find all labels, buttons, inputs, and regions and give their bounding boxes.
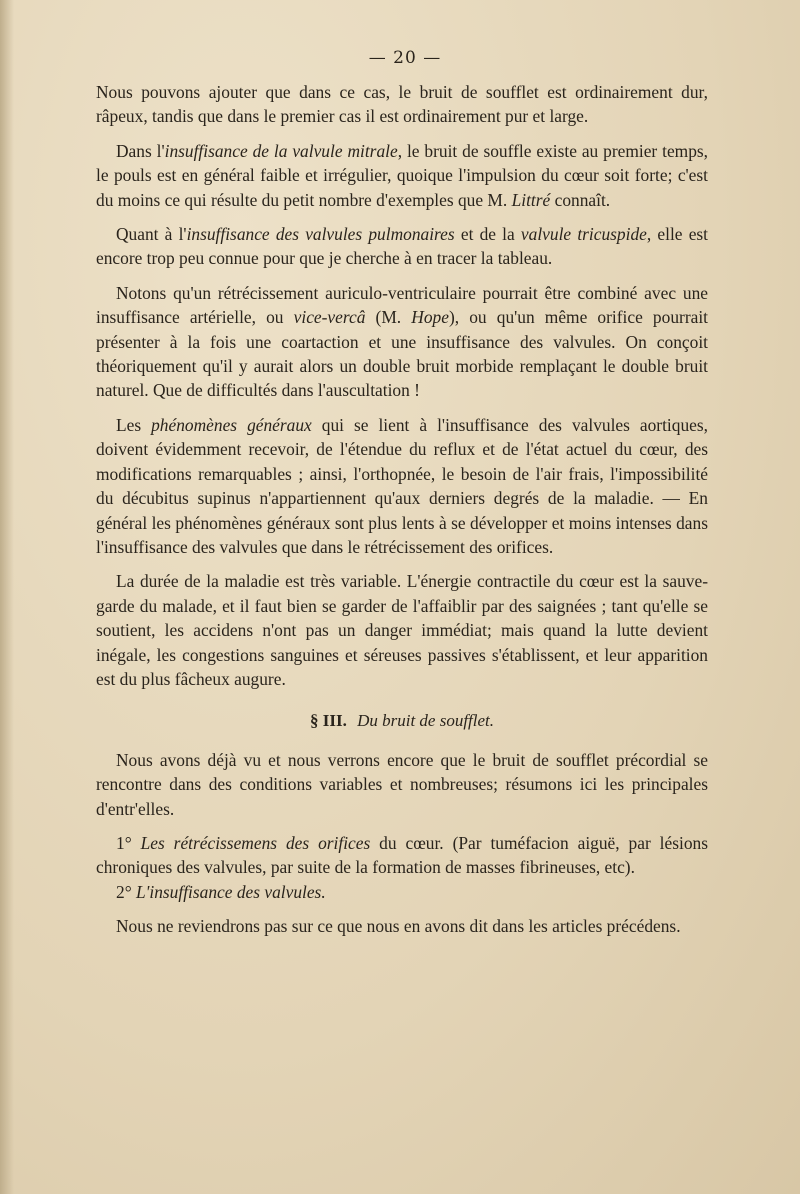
list-item — [96, 880, 708, 904]
list-item — [96, 831, 708, 880]
italic-text: vice-vercâ — [293, 307, 366, 328]
paragraph — [96, 413, 708, 559]
section-number: § III. — [309, 711, 347, 731]
page-binding-shadow — [0, 0, 14, 1194]
paragraph — [96, 914, 708, 938]
paragraph — [96, 139, 708, 212]
text-run: La durée de la maladie est très variable. L'énergie contractile du cœur est la sauve-garde du malade, et il faut bien se garder de l'affaiblir par des saignées ; tant qu'elle se soutient, les accidens n'ont pas un danger immédiat; mais quand la lutte devient inégale, les congestions sanguines et séreuses passives s'établissent, et leur apparition est du plus fâcheux augure. — [96, 571, 708, 689]
text-run: , le bruit de souffle existe au premier temps, le pouls est en général faible et irrégulier, quoique l'impulsion du cœur soit forte; c'est du moins ce qui résulte du petit nombre d'exemples que M. — [96, 140, 709, 210]
italic-text: insuffisance de la valvule mitrale — [164, 140, 398, 161]
paragraph — [96, 80, 708, 129]
text-run: Les — [116, 414, 152, 435]
text-run: Nous pouvons ajouter que dans ce cas, le bruit de soufflet est ordinairement dur, râpeux, tandis que dans le premier cas il est ordinairement pur et large. — [96, 82, 708, 127]
text-run: Nous ne reviendrons pas sur ce que nous en avons dit dans les articles précédens. — [116, 916, 681, 937]
text-run: 1° — [116, 832, 141, 853]
paragraph — [96, 569, 708, 691]
text-run: , elle est encore trop peu connue pour que je cherche à en tracer la tableau. — [96, 224, 709, 269]
paragraph — [96, 281, 708, 403]
italic-text: Hope — [411, 307, 449, 328]
text-run: Quant à l' — [116, 224, 187, 245]
text-run: et de la — [454, 224, 521, 245]
text-run: ), ou qu'un même orifice pourrait présenter à la fois une coartaction et une insuffisance des valvules. On conçoit théoriquement qu'il y aurait alors un double bruit morbide remplaçant le double bruit naturel. Que de difficultés dans l'auscultation ! — [96, 307, 708, 401]
paragraph — [96, 222, 708, 271]
page-number: — 20 — — [368, 48, 442, 68]
section-title: Du bruit de soufflet. — [357, 711, 495, 731]
italic-text: L'insuffisance des valvules. — [136, 881, 326, 902]
text-run: connaît. — [550, 189, 611, 210]
italic-text: Littré — [511, 189, 551, 210]
italic-text: valvule tricuspide — [520, 224, 647, 245]
section-heading — [96, 709, 708, 733]
text-run: qui se lient à l'insuffisance des valvules aortiques, doivent évidemment recevoir, de l'étendue du reflux et de l'état actuel du cœur, des modifications remarquables ; ainsi, l'orthopnée, le besoin de l'air frais, l'impossibilité du décubitus supinus n'appartiennent qu'aux derniers degrés de la maladie. — En général les phénomènes généraux sont plus lents à se développer et moins intenses dans l'insuffisance des valvules que dans le rétrécissement des orifices. — [96, 414, 708, 557]
text-run: 2° — [116, 881, 136, 902]
italic-text: insuffisance des valvules pulmonaires — [186, 224, 455, 245]
text-run: Dans l' — [116, 140, 165, 161]
paragraph — [96, 748, 708, 821]
body-text — [96, 80, 708, 949]
text-run: (M. — [365, 307, 412, 328]
text-run: du cœur. (Par tuméfacion aiguë, par lésions chroniques des valvules, par suite de la formation de masses fibrineuses, etc). — [96, 832, 708, 878]
text-run: Notons qu'un rétrécissement auriculo-ventriculaire pourrait être combiné avec une insuffisance artérielle, ou — [96, 282, 708, 328]
italic-text: phénomènes généraux — [151, 414, 312, 435]
text-run: Nous avons déjà vu et nous verrons encore que le bruit de soufflet précordial se rencontre dans des conditions variables et nombreuses; résumons ici les principales d'entr'elles. — [96, 749, 708, 819]
italic-text: Les rétrécissemens des orifices — [140, 832, 371, 853]
